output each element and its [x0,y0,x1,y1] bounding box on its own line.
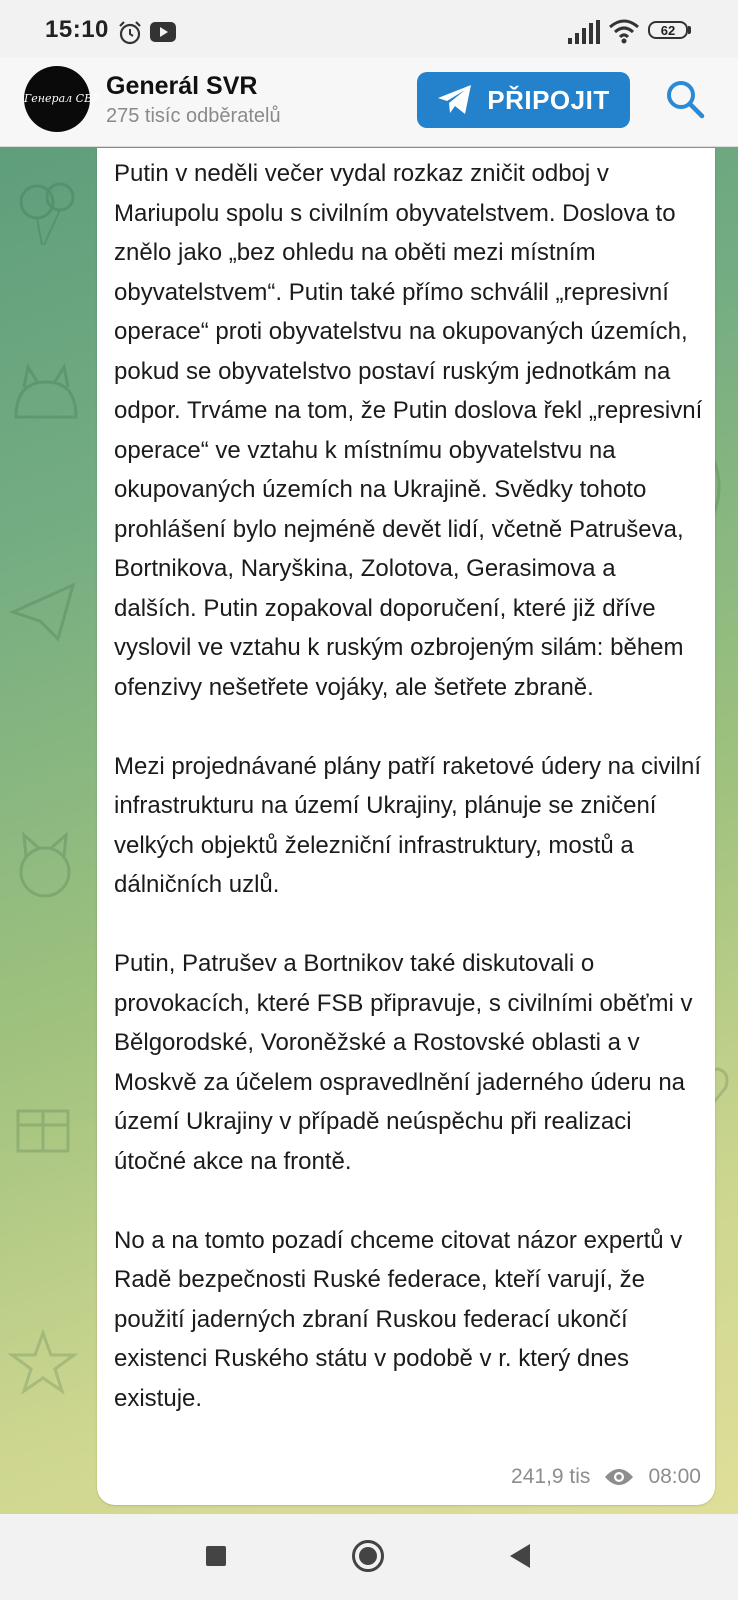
home-icon[interactable] [351,1539,385,1573]
status-bar [0,0,738,58]
gift-doodle-icon [8,1087,78,1157]
channel-header [0,58,738,147]
back-icon[interactable] [508,1542,532,1570]
alarm-icon [117,20,143,46]
balloon-doodle-icon [12,177,82,247]
message-time: 08:00 [648,1465,701,1488]
message-paragraph: Putin v neděli večer vydal rozkaz zničit odboj v Mariupolu spolu s civilním obyvatelstvem. Doslova to znělo jako „bez ohledu na oběti mezi místním obyvatelstvem“. Putin také přímo schválil „represivní operace“ proti obyvatelstvu na okupovaných územích, pokud se obyvatelstvo postaví ruským jednotkám na odpor. Trváme na tom, že Putin doslova řekl „represivní operace“ ve vztahu k místnímu obyvatelstvu na okupovaných územích na Ukrajině. Svědky tohoto prohlášení bylo nejméně devět lidí, včetně Patruševa, Bortnikova, Naryškina, Zolotova, Gerasimova a dalších. Putin zopakoval doporučení, které již dříve vyslovil ve vztahu k ruským ozbrojeným silám: během ofenzivy nešetřete vojáky, ale šetřete zbraně. [114,160,703,701]
avatar-text: Генерал СВР [24,92,100,105]
message-paragraph: Mezi projednávané plány patří raketové údery na civilní infrastrukturu na území Ukrajiny, plánuje se zničení velkých objektů železniční infrastruktury, mostů a dálničních uzlů. [114,752,701,898]
paper-plane-doodle-icon [8,577,78,647]
subscriber-count: 275 tisíc odběratelů [106,105,281,127]
cat-doodle-icon [6,357,86,427]
view-count: 241,9 tis [511,1465,591,1488]
star-doodle-icon [8,1327,78,1397]
recents-icon[interactable] [206,1546,226,1566]
search-icon[interactable] [664,78,706,120]
signal-icon [568,20,600,44]
channel-avatar[interactable] [24,66,100,132]
message-bubble[interactable] [97,148,715,1505]
join-button-label: PŘIPOJIT [487,84,610,115]
message-text [114,154,704,1418]
eye-icon [604,1467,634,1487]
youtube-icon [150,22,176,42]
channel-name[interactable]: Generál SVR [106,72,258,100]
status-time: 15:10 [45,16,109,43]
message-paragraph: No a na tomto pozadí chceme citovat názor expertů v Radě bezpečnosti Ruské federace, kteří varují, že použití jaderných zbraní Ruskou federací ukončí existenci Ruského státu v podobě v r. který dnes existuje. [114,1226,683,1412]
message-meta [511,1465,701,1489]
wifi-icon [608,18,640,44]
message-paragraph: Putin, Patrušev a Bortnikov také diskutovali o provokacích, které FSB připravuje, s civilními oběťmi v Bělgorodské, Voroněžské a Rostovské oblasti a v Moskvě za účelem ospravedlnění jaderného úderu na území Ukrajiny v případě neúspěchu při realizaci útočné akce na frontě. [114,950,693,1175]
join-button[interactable] [417,72,630,128]
cat-face-doodle-icon [10,827,80,907]
telegram-plane-icon [437,84,473,116]
battery-icon [648,21,692,41]
system-nav-bar [0,1514,738,1600]
battery-level: 62 [648,21,688,39]
